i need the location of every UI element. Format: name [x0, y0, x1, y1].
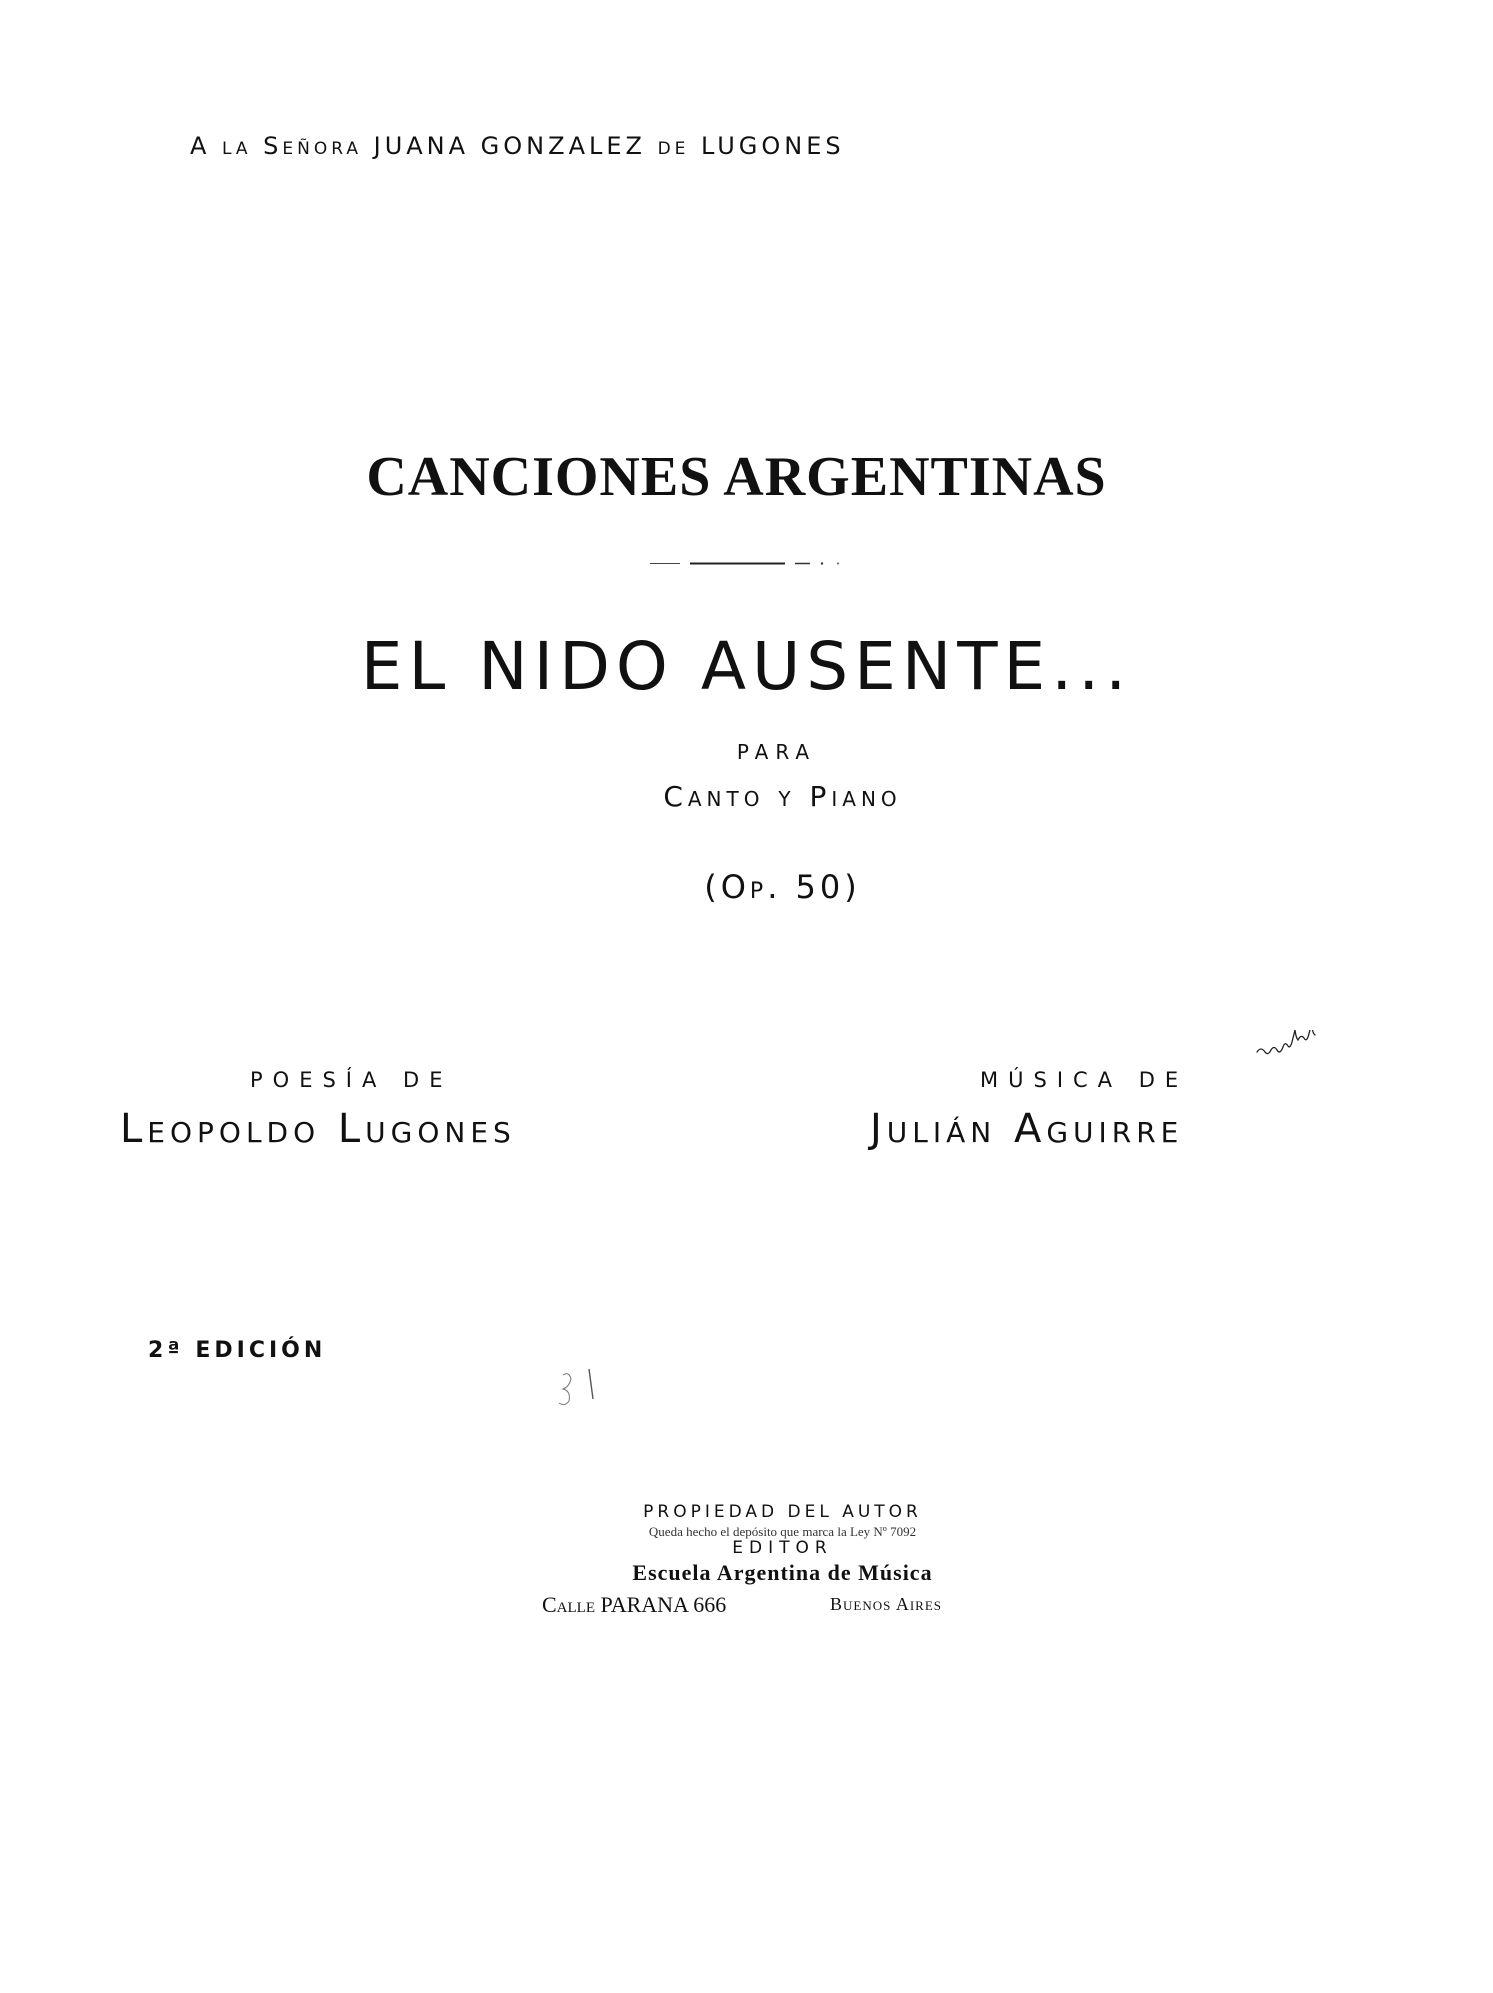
instrumentation: Canto y Piano — [663, 780, 902, 813]
handwritten-annotation — [1255, 1030, 1335, 1060]
composer-label: MÚSICA DE — [980, 1068, 1189, 1092]
title-divider — [650, 562, 845, 565]
legal-deposit-notice: Queda hecho el depósito que marca la Ley Nº 7092 — [648, 1524, 917, 1539]
editor-label: EDITOR — [732, 1538, 833, 1558]
series-title: CANCIONES ARGENTINAS — [366, 446, 1107, 508]
poet-name: Leopoldo Lugones — [120, 1106, 516, 1152]
publisher-address: Calle PARANA 666 — [542, 1592, 727, 1617]
publisher-city: Buenos Aires — [830, 1594, 943, 1614]
opus-number: (Op. 50) — [704, 868, 861, 906]
edition-label: 2ª EDICIÓN — [148, 1338, 327, 1363]
para-label: PARA — [736, 740, 817, 764]
pencil-mark — [555, 1365, 615, 1415]
poet-label: POESÍA DE — [250, 1068, 453, 1092]
composer-name: Julián Aguirre — [870, 1106, 1184, 1152]
copyright-notice: PROPIEDAD DEL AUTOR — [643, 1502, 922, 1522]
publisher-name: Escuela Argentina de Música — [632, 1560, 933, 1585]
dedication: A la Señora JUANA GONZALEZ de LUGONES — [190, 132, 845, 160]
work-title: EL NIDO AUSENTE... — [360, 628, 1133, 705]
